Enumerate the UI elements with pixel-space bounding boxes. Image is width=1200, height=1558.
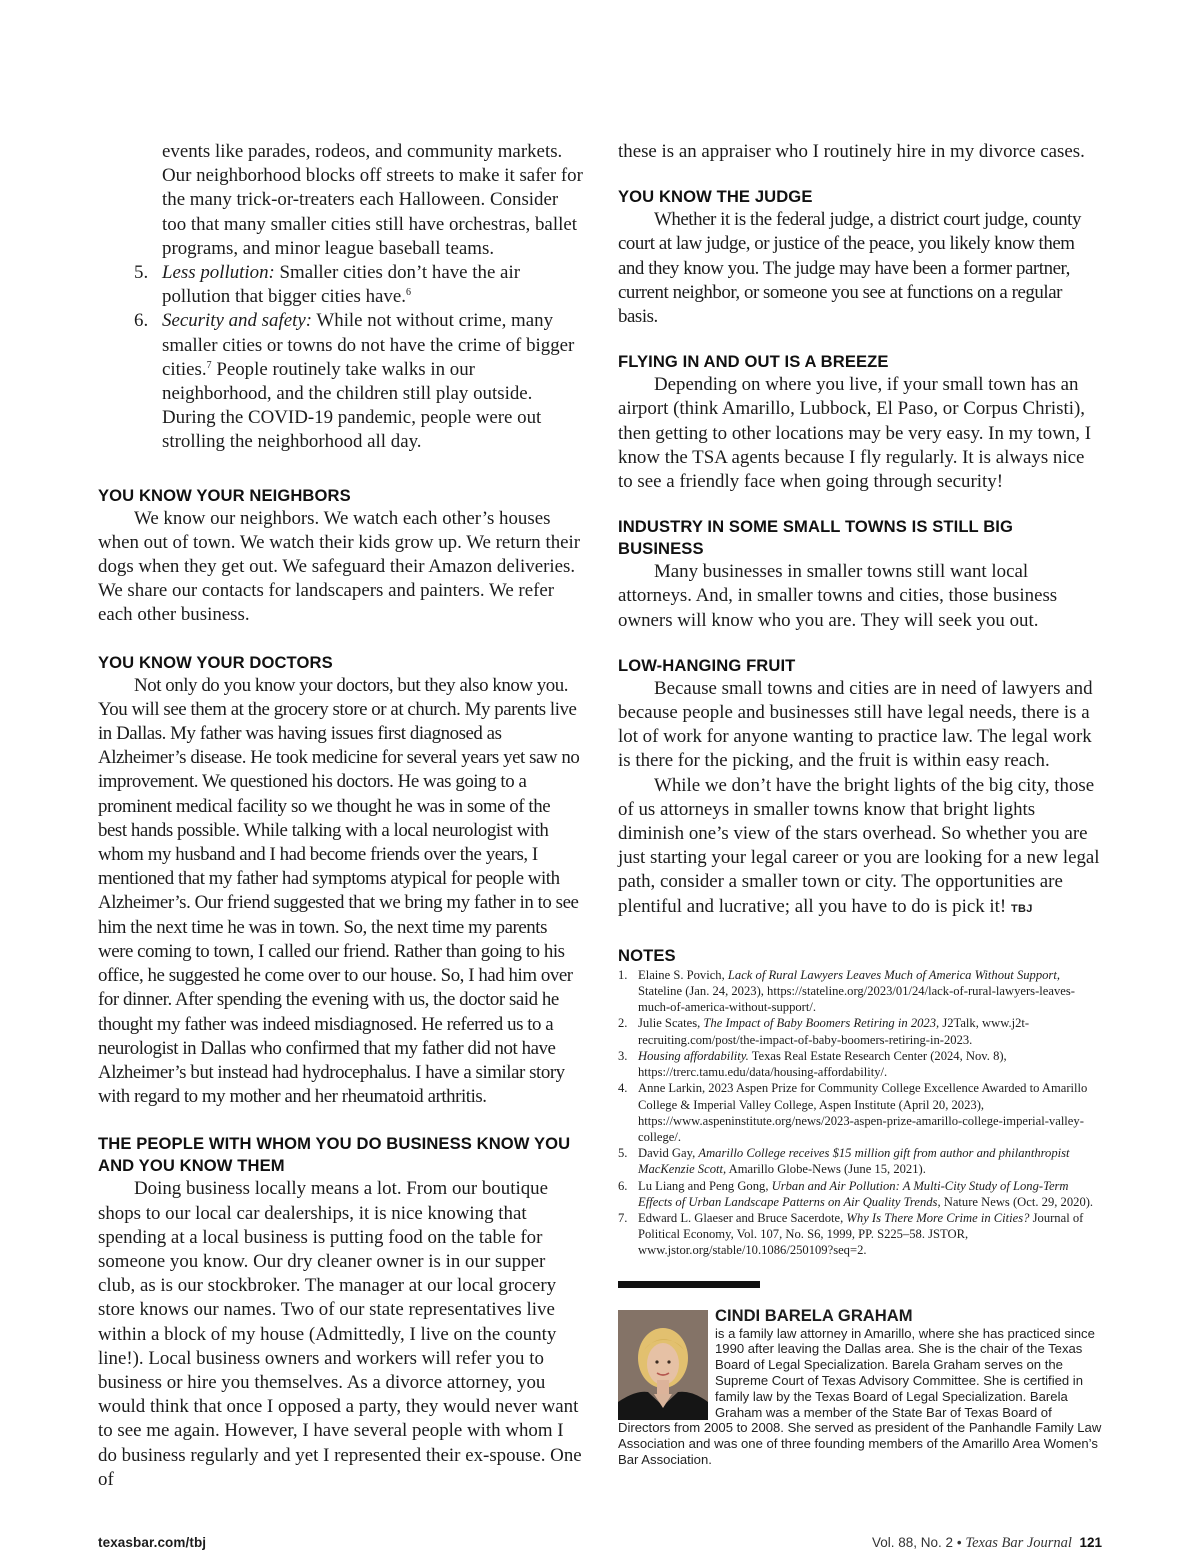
section-heading: YOU KNOW YOUR NEIGHBORS	[98, 485, 351, 505]
note-item	[618, 1178, 1103, 1210]
author-photo	[618, 1310, 708, 1420]
paragraph	[618, 774, 1103, 921]
benefits-list	[98, 140, 583, 455]
paragraph-text: While we don’t have the bright lights of the big city, those of us attorneys in smaller towns know that bright lights diminish one’s view of the stars overhead. So whether you are just starting your legal career or you are looking for a new legal path, consider a smaller town or city. The opportunities are plentiful and lucrative; all you have to do is pick it!	[618, 774, 1100, 917]
note-number: 6.	[618, 1178, 628, 1193]
notes-heading: NOTES	[618, 945, 676, 965]
list-number: 5.	[134, 262, 149, 284]
note-item	[618, 1145, 1103, 1177]
left-column	[98, 140, 583, 1492]
note-text: David Gay,	[638, 1146, 699, 1161]
note-item	[618, 1015, 1103, 1047]
right-column	[618, 140, 1103, 1468]
section-heading: FLYING IN AND OUT IS A BREEZE	[618, 352, 889, 372]
list-item-text: People routinely take walks in our neighborhood, and the children still play outside. During the COVID-19 pandemic, people were out strolling the neighborhood all day.	[162, 358, 542, 453]
list-item	[98, 309, 583, 454]
paragraph: Depending on where you live, if your small town has an airport (think Amarillo, Lubbock, El Paso, or Corpus Christi), then getting to other locations may be very easy. In my town, I know the TSA agents because I fly regularly. It is always nice to see a friendly face when going through security!	[618, 374, 1092, 493]
note-text: Amarillo Globe-News (June 15, 2021).	[726, 1162, 926, 1177]
page-number: 121	[1079, 1535, 1102, 1550]
list-item-label: Less pollution:	[162, 262, 275, 284]
note-number: 3.	[618, 1048, 628, 1063]
note-text: Nature News (Oct. 29, 2020).	[940, 1194, 1094, 1209]
author-name: CINDI BARELA GRAHAM	[715, 1305, 913, 1325]
end-mark: TBJ	[1010, 902, 1033, 915]
divider-rule	[618, 1281, 760, 1288]
list-item-text: Smaller cities don’t have the air pollution that bigger cities have.	[162, 262, 520, 308]
notes-list	[618, 967, 1103, 1259]
note-number: 5.	[618, 1146, 628, 1161]
note-text: Texas Real Estate Research Center (2024, Nov. 8), https://trerc.tamu.edu/data/housing-affordability/.	[638, 1048, 1007, 1080]
note-number: 2.	[618, 1016, 628, 1031]
footer-issue-info	[872, 1535, 1102, 1552]
footer-site-link[interactable]: texasbar.com/tbj	[98, 1535, 207, 1550]
note-text: Edward L. Glaeser and Bruce Sacerdote,	[638, 1210, 847, 1225]
paragraph: these is an appraiser who I routinely hire in my divorce cases.	[618, 141, 1085, 162]
note-title: Why Is There More Crime in Cities?	[846, 1210, 1030, 1225]
section-heading: INDUSTRY IN SOME SMALL TOWNS IS STILL BIG BUSINESS	[618, 517, 1014, 559]
section-heading: YOU KNOW THE JUDGE	[618, 187, 813, 207]
section-heading: LOW-HANGING FRUIT	[618, 655, 796, 675]
note-item	[618, 967, 1103, 1016]
note-text: Journal of Political Economy, Vol. 107, No. S6, 1999, PP. S225–58. JSTOR, www.jstor.org/stable/10.1086/250109?seq=2.	[638, 1210, 1084, 1258]
paragraph: We know our neighbors. We watch each other’s houses when out of town. We watch their kids grow up. We return their dogs when they get out. We safeguard their Amazon deliveries. We share our contacts for landscapers and painters. We refer each other business.	[98, 507, 581, 626]
paragraph: Many businesses in smaller towns still want local attorneys. And, in smaller towns and cities, those business owners will know who you are. They will seek you out.	[618, 561, 1058, 631]
note-title: Urban and Air Pollution: A Multi-City Study of Long-Term Effects of Urban Landscape Patterns on Air Quality Trends,	[638, 1178, 1069, 1209]
note-text: Julie Scates,	[638, 1016, 704, 1031]
note-text: Elaine S. Povich,	[638, 967, 728, 982]
author-portrait-image	[618, 1310, 708, 1420]
note-text: Anne Larkin, 2023 Aspen Prize for Community College Excellence Awarded to Amarillo College & Imperial Valley College, Aspen Institute (April 20, 2023), https://www.aspeninstitute.org/news/2023-aspen-prize-amarillo-college-imperial-valley-college/.	[638, 1081, 1088, 1144]
note-title: Lack of Rural Lawyers Leaves Much of America Without Support,	[727, 967, 1060, 982]
section-heading: THE PEOPLE WITH WHOM YOU DO BUSINESS KNOW YOU AND YOU KNOW THEM	[98, 1134, 571, 1176]
note-item	[618, 1048, 1103, 1080]
note-text: Stateline (Jan. 24, 2023), https://stateline.org/2023/01/24/lack-of-rural-lawyers-leaves-much-of-america-without-support/.	[638, 984, 1075, 1015]
note-number: 1.	[618, 967, 628, 982]
list-item-text: While not without crime, many smaller cities or towns do not have the crime of bigger cities.	[162, 310, 575, 380]
author-bio: is a family law attorney in Amarillo, where she has practiced since 1990 after leaving the Dallas area. She is the chair of the Texas Board of Legal Specialization. Barela Graham serves on the Supreme Court of Texas Advisory Committee. She is certified in family law by the Texas Board of Legal Specialization. Barela Graham was a member of the State Bar of Texas Board of Directors from 2005 to 2008. She served as president of the Panhandle Family Law Association and was one of three founding members of the Amarillo Area Women’s Bar Association.	[618, 1325, 1102, 1467]
note-title: Housing affordability.	[638, 1048, 749, 1063]
note-item	[618, 1210, 1103, 1259]
list-item	[98, 140, 583, 261]
footnote-ref: 7	[206, 359, 212, 371]
footer-volume: Vol. 88, No. 2	[872, 1535, 954, 1550]
paragraph: Doing business locally means a lot. From our boutique shops to our local car dealerships, it is nice knowing that spending at a local business is putting food on the table for someone you know. Our dry cleaner owner is in our supper club, as is our stockbroker. The manager at our local grocery store knows our names. Two of our state representatives live within a block of my house (Admittedly, I live on the county line!). Local business owners and workers will refer you to business or hire you themselves. As a divorce attorney, you would think that once I opposed a party, they would never want to see me again. However, I have several people with whom I do business regularly and yet I represented their ex-spouse. One of	[98, 1178, 582, 1490]
note-number: 4.	[618, 1081, 628, 1096]
footnote-ref: 6	[405, 287, 411, 299]
footer-bullet: •	[956, 1535, 962, 1550]
paragraph: Not only do you know your doctors, but they also know you. You will see them at the grocery store or at church. My parents live in Dallas. My father was having issues first diagnosed as Alzheimer’s disease. He took medicine for several years yet saw no improvement. We questioned his doctors. He was going to a prominent medical facility so we thought he was in some of the best hands possible. While talking with a local neurologist with whom my husband and I had become friends over the years, I mentioned that my father had symptoms atypical for people with Alzheimer’s. Our friend suggested that we bring my father in to see him the next time he was in town. So, the next time my parents were coming to town, I called our friend. Rather than going to his office, he suggested he come over to our house. So, I had him over for dinner. After spending the evening with us, the doctor said he thought my father was indeed misdiagnosed. He referred us to a neurologist in Dallas who confirmed that my father did not have Alzheimer’s but instead had hydrocephalus. I have a similar story with regard to my mother and her rheumatoid arthritis.	[98, 674, 580, 1108]
note-number: 7.	[618, 1210, 628, 1225]
paragraph: Because small towns and cities are in need of lawyers and because people and businesses still have legal needs, there is a lot of work for anyone wanting to practice law. The legal work is there for the picking, and the fruit is within easy reach.	[618, 677, 1093, 772]
list-number: 6.	[134, 310, 149, 332]
note-item	[618, 1080, 1103, 1145]
list-item-label: Security and safety:	[162, 310, 313, 332]
footer-journal-name: Texas Bar Journal	[965, 1535, 1072, 1551]
list-item	[98, 261, 583, 309]
list-item-text: events like parades, rodeos, and community markets. Our neighborhood blocks off streets to make it safer for the many trick-or-treaters each Halloween. Consider too that many smaller cities still have orchestras, ballet programs, and minor league baseball teams.	[162, 141, 583, 259]
author-bio-box	[618, 1306, 1103, 1468]
note-title: The Impact of Baby Boomers Retiring in 2023,	[703, 1016, 940, 1031]
paragraph: Whether it is the federal judge, a district court judge, county court at law judge, or justice of the peace, you likely know them and they know you. The judge may have been a former partner, current neighbor, or someone you see at functions on a regular basis.	[618, 209, 1081, 328]
section-heading: YOU KNOW YOUR DOCTORS	[98, 652, 333, 672]
note-text: J2Talk, www.j2t-recruiting.com/post/the-impact-of-baby-boomers-retiring-in-2023.	[638, 1016, 1030, 1047]
note-text: Lu Liang and Peng Gong,	[638, 1178, 772, 1193]
note-title: Amarillo College receives $15 million gift from author and philanthropist MacKenzie Scott,	[638, 1146, 1070, 1177]
